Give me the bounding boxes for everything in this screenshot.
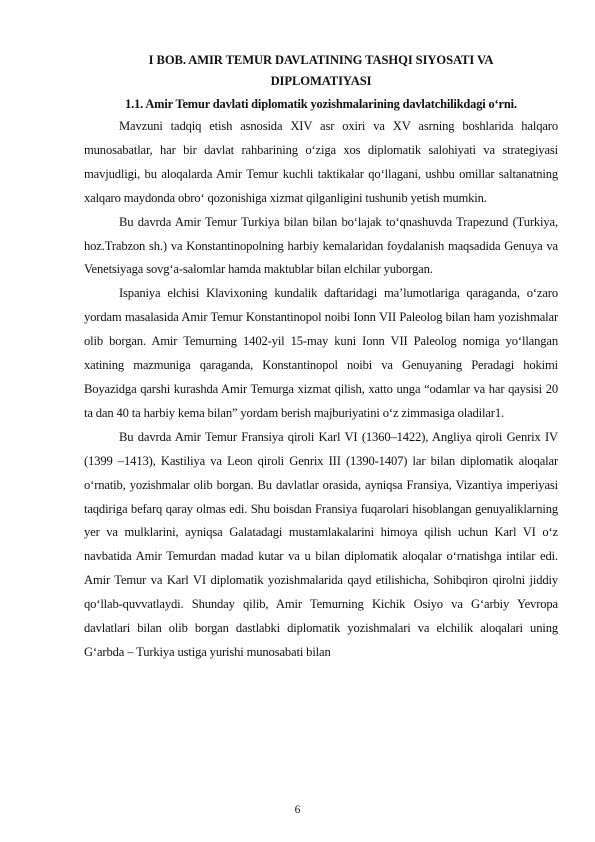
page-number: 6 <box>294 804 301 816</box>
paragraph-4: Bu davrda Amir Temur Fransiya qiroli Karl VI (1360–1422), Angliya qiroli Genrix IV (1399 –1413), Kastiliya va Leon qiroli Genrix III (1390-1407) lar bilan diplomatik aloqalar o‘rnatib, yozishmalar olib borgan. Bu davlatlar orasida, ayniqsa Fransiya, Vizantiya imperiyasi taqdiriga befarq qaray olmas edi. Shu boisdan Fransiya fuqarolari hisoblangan genuyaliklarning yer va mulklarini, ayniqsa Galatadagi mustamlakalarini himoya qilish uchun Karl VI o‘z navbatida Amir Temurdan madad kutar va u bilan diplomatik aloqalar o‘rnatishga intilar edi. Amir Temur va Karl VI diplomatik yozishmalarida qayd etilishicha, Sohibqiron qirolni jiddiy qo‘llab-quvvatlaydi. Shunday qilib, Amir Temurning Kichik Osiyo va G‘arbiy Yevropa davlatlari bilan olib borgan dastlabki diplomatik yozishmalari va elchilik aloqalari uning G‘arbda – Turkiya ustiga yurishi munosabati bilan <box>84 429 558 659</box>
chapter-title <box>84 50 558 92</box>
document-page <box>84 50 558 665</box>
paragraph-1: Mavzuni tadqiq etish asnosida XIV asr oxiri va XV asrning boshlarida halqaro munosabatlar, har bir davlat rahbarining o‘ziga xos diplomatik salohiyati va strategiyasi mavjudligi, bu aloqalarda Amir Temur kuchli taktikalar qo‘llagani, ushbu omillar saltanatning xalqaro maydonda obro‘ qozonishiga xizmat qilganligini tushunib yetish mumkin. <box>84 119 558 205</box>
chapter-title-line-1: I BOB. AMIR TEMUR DAVLATINING TASHQI SIYOSATI VA <box>148 53 494 67</box>
chapter-title-line-2: DIPLOMATIYASI <box>270 74 372 88</box>
paragraph-3: Ispaniya elchisi Klavixoning kundalik daftaridagi ma’lumotlariga qaraganda, o‘zaro yordam masalasida Amir Temur Konstantinopol noibi Ionn VII Paleolog bilan ham yozishmalar olib borgan. Amir Temurning 1402-yil 15-may kuni Ionn VII Paleolog nomiga yo‘llangan xatining mazmuniga qaraganda, Konstantinopol noibi va Genuyaning Peradagi hokimi Boyazidga qarshi kurashda Amir Temurga xizmat qilish, xatto unga “odamlar va har qaysisi 20 ta dan 40 ta harbiy kema bilan” yordam berish majburiyatini o‘z zimmasiga oladilar1. <box>84 286 558 420</box>
section-subtitle: 1.1. Amir Temur davlati diplomatik yozishmalarining davlatchilikdagi o‘rni. <box>125 97 517 111</box>
paragraph-2: Bu davrda Amir Temur Turkiya bilan bilan bo‘lajak to‘qnashuvda Trapezund (Turkiya, hoz.Trabzon sh.) va Konstantinopolning harbiy kemalaridan foydalanish maqsadida Genuya va Venetsiyaga sovg‘a-salomlar hamda maktublar bilan elchilar yuborgan. <box>84 214 558 277</box>
